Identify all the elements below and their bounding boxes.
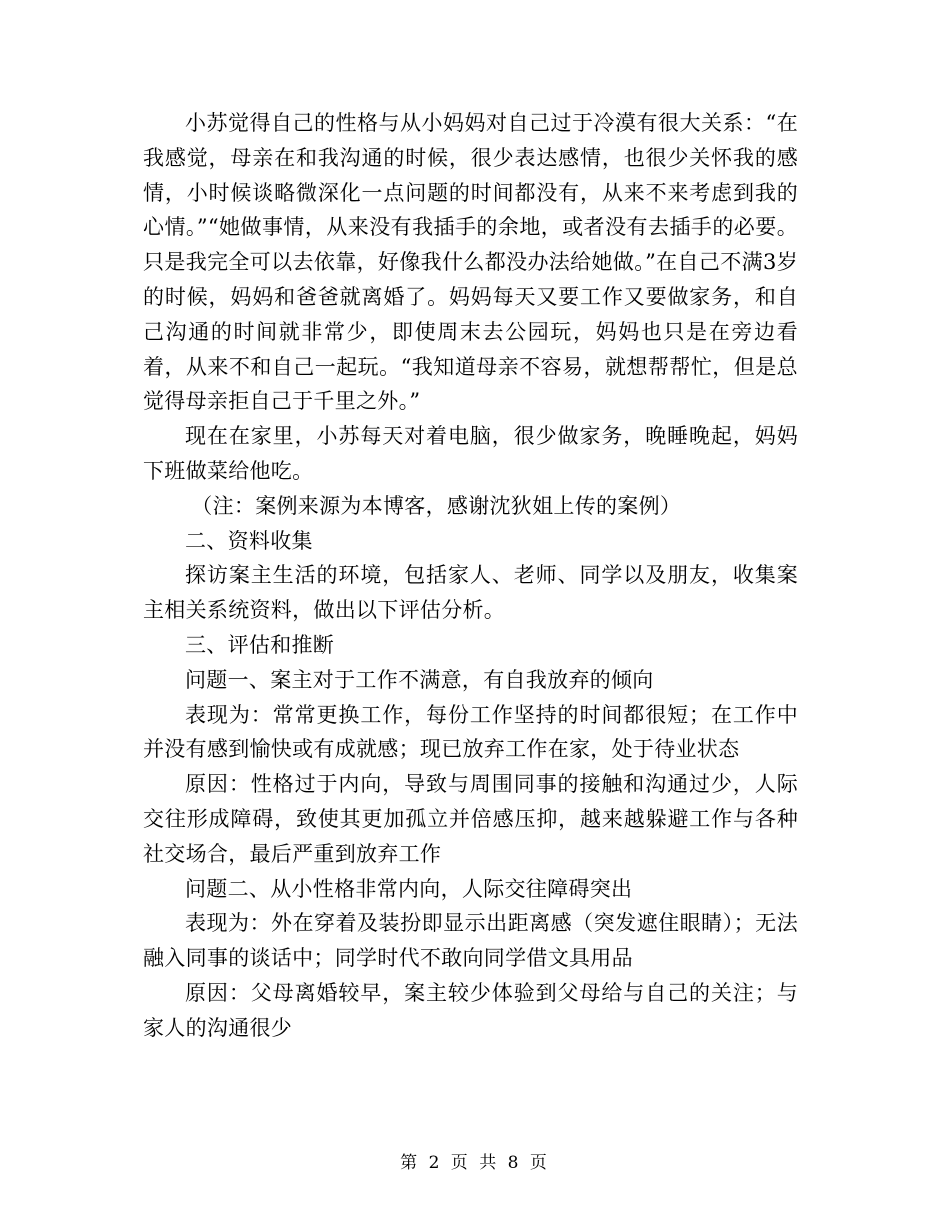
problem-two-heading: 问题二、从小性格非常内向，人际交往障碍突出 [185, 876, 633, 901]
problem-two-symptoms: 表现为：外在穿着及装扮即显示出距离感（突发遮住眼睛）；无法融入同事的谈话中；同学时代不敢向同学借文具用品 [143, 911, 798, 971]
section-heading-data-collection: 二、资料收集 [185, 528, 313, 553]
problem-one-heading: 问题一、案主对于工作不满意，有自我放弃的倾向 [185, 667, 654, 692]
paragraph-current-situation: 现在在家里，小苏每天对着电脑，很少做家务，晚睡晚起，妈妈下班做菜给他吃。 [143, 424, 798, 483]
problem-two-causes: 原因：父母离婚较早，案主较少体验到父母给与自己的关注；与家人的沟通很少 [143, 980, 798, 1040]
page-number-footer: 第 2 页 共 8 页 [400, 1153, 550, 1173]
problem-one-symptoms: 表现为：常常更换工作，每份工作坚持的时间都很短；在工作中并没有感到愉快或有成就感；现已放弃工作在家，处于待业状态 [143, 702, 798, 762]
section-heading-assessment: 三、评估和推断 [185, 632, 335, 657]
problem-one-causes: 原因：性格过于内向，导致与周围同事的接触和沟通过少，人际交往形成障碍，致使其更加孤立并倍感压抑，越来越躲避工作与各种社交场合，最后严重到放弃工作 [143, 772, 798, 866]
paragraph-source-note: （注：案例来源为本博客，感谢沈狄姐上传的案例） [191, 493, 682, 518]
paragraph-mother-relationship: 小苏觉得自己的性格与从小妈妈对自己过于冷漠有很大关系：“在我感觉，母亲在和我沟通的时候，很少表达感情，也很少关怀我的感情，小时候谈略微深化一点问题的时间都没有，从来不来考虑到我的心情。”“她做事情，从来没有我插手的余地，或者没有去插手的必要。只是我完全可以去依靠，好像我什么都没办法给她做。”在自己不满3岁的时候，妈妈和爸爸就离婚了。妈妈每天又要工作又要做家务，和自己沟通的时间就非常少，即使周末去公园玩，妈妈也只是在旁边看着，从来不和自己一起玩。“我知道母亲不容易，就想帮帮忙，但是总觉得母亲拒自己于千里之外。” [143, 111, 798, 414]
paragraph-data-collection: 探访案主生活的环境，包括家人、老师、同学以及朋友，收集案主相关系统资料，做出以下评估分析。 [143, 563, 798, 623]
document-body [143, 106, 798, 1046]
